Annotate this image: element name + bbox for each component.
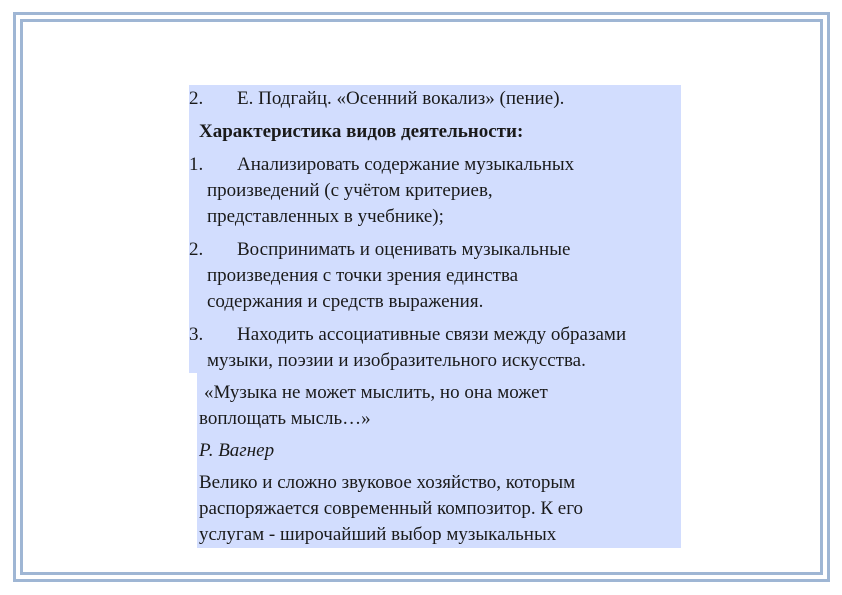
paragraph-line: Велико и сложно звуковое хозяйство, которым [199,472,576,493]
list-number: 3. [189,324,204,345]
list-item-line: Находить ассоциативные связи между образами [237,324,627,345]
list-item-line: произведения с точки зрения единства [207,265,519,286]
list-number: 2. [189,88,204,109]
list-number: 1. [189,154,204,175]
paragraph-line: распоряжается современный композитор. К его [199,498,584,519]
list-number: 2. [189,239,204,260]
quote-author: Р. Вагнер [199,440,275,461]
quote-line: воплощать мысль…» [199,408,371,429]
list-item-line: музыки, поэзии и изобразительного искусства. [207,350,586,371]
list-item-line: произведений (с учётом критериев, [207,180,493,201]
list-item-line: содержания и средств выражения. [207,291,484,312]
paragraph-line: услугам - широчайший выбор музыкальных [199,524,557,545]
list-item-line: Воспринимать и оценивать музыкальные [237,239,571,260]
section-heading: Характеристика видов деятельности: [199,121,524,142]
quote-line: «Музыка не может мыслить, но она может [204,382,548,403]
piece-title: Е. Подгайц. «Осенний вокализ» (пение). [237,88,565,109]
list-item-line: Анализировать содержание музыкальных [237,154,575,175]
list-item-line: представленных в учебнике); [207,206,444,227]
